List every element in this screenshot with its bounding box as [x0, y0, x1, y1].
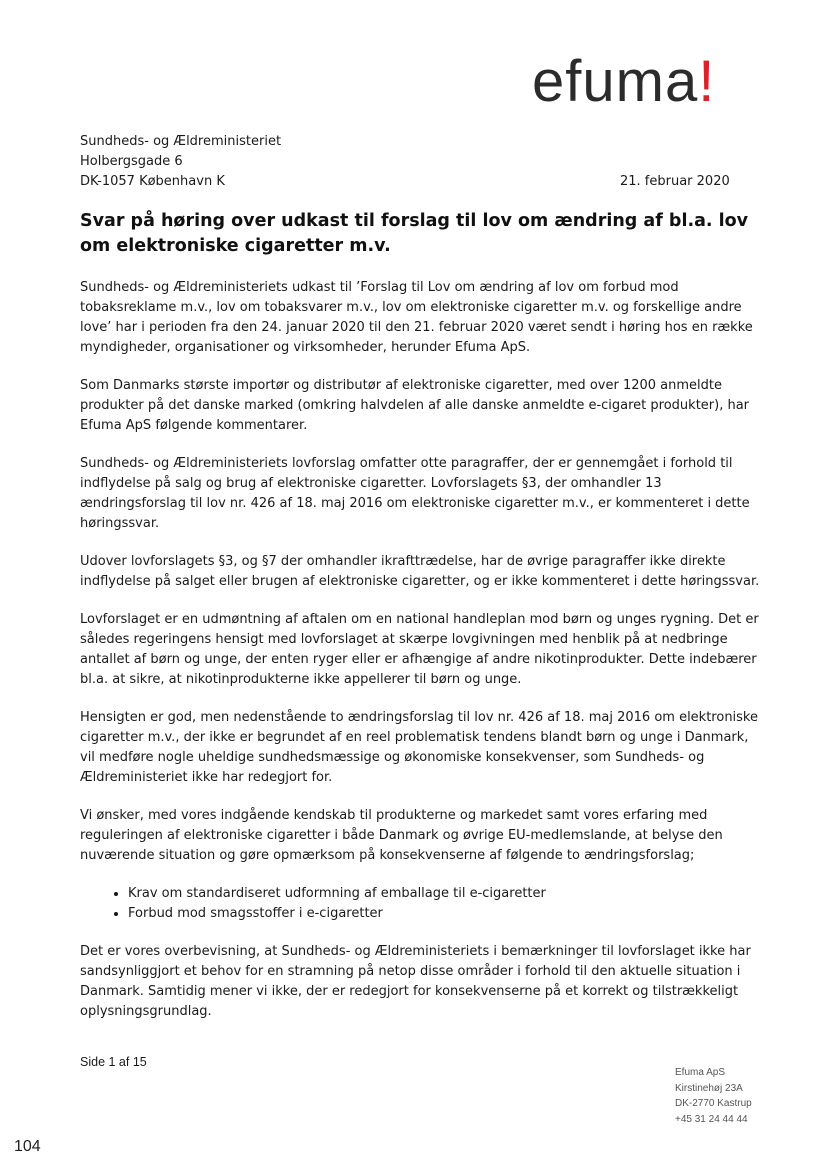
letter-date: 21. februar 2020 — [620, 174, 730, 189]
company-contact — [675, 1065, 752, 1127]
company-city: DK-2770 Kastrup — [675, 1098, 752, 1109]
list-item: • Krav om standardiseret udformning af emballage til e-cigaretter — [128, 884, 760, 904]
paragraph: Som Danmarks største importør og distributør af elektroniske cigaretter, med over 1200 anmeldte produkter på det danske marked (omkring halvdelen af alle danske anmeldte e-cigaret produkter), har Efuma ApS følgende kommentarer. — [80, 378, 750, 433]
company-phone: +45 31 24 44 44 — [675, 1113, 748, 1125]
logo-accent-mark: ! — [698, 49, 716, 114]
document-title: Svar på høring over udkast til forslag til lov om ændring af bl.a. lov om elektroniske cigaretter m.v. — [80, 211, 749, 256]
paragraph: Lovforslaget er en udmøntning af aftalen om en national handleplan mod børn og unges rygning. Det er således regeringens hensigt med lovforslaget at skærpe lovgivningen med henblik på at nedbringe antallet af børn og unge, der enten ryger eller er afhængige af andre nikotinprodukter. Dette indebærer bl.a. at sikre, at nikotinprodukterne ikke appellerer til børn og unge. — [80, 612, 759, 687]
logo-wordmark: efuma — [532, 49, 699, 114]
amendment-list — [80, 884, 760, 924]
sheet-number: 104 — [14, 1138, 41, 1155]
paragraph: Hensigten er god, men nedenstående to ændringsforslag til lov nr. 426 af 18. maj 2016 om elektroniske cigaretter m.v., der ikke er begrundet af en reel problematisk tendens blandt børn og unge i Danmark, vil medføre nogle uheldige sundhedsmæssige og økonomiske konsekvenser, som Sundheds- og Ældreministeriet ikke har redegjort for. — [80, 710, 758, 785]
recipient-line-2: Holbergsgade 6 — [80, 154, 183, 169]
company-street: Kirstinehøj 23A — [675, 1082, 743, 1094]
recipient-line-3: DK-1057 København K — [80, 174, 225, 189]
recipient-address — [80, 132, 281, 192]
list-item: • Forbud mod smagsstoffer i e-cigaretter — [128, 904, 760, 924]
paragraph: Vi ønsker, med vores indgående kendskab til produkterne og markedet samt vores erfaring med reguleringen af elektroniske cigaretter i både Danmark og øvrige EU-medlemslande, at belyse den nuværende situation og gøre opmærksom på konsekvenserne af følgende to ændringsforslag; — [80, 808, 723, 863]
recipient-line-1: Sundheds- og Ældreministeriet — [80, 134, 282, 149]
paragraph: Udover lovforslagets §3, og §7 der omhandler ikrafttrædelse, har de øvrige paragraffer ikke direkte indflydelse på salget eller brugen af elektroniske cigaretter, og er ikke kommenteret i dette høringssvar. — [80, 554, 760, 589]
efuma-logo — [532, 49, 716, 114]
closing-paragraph: Det er vores overbevisning, at Sundheds- og Ældreministeriets i bemærkninger til lovforslaget ikke har sandsynliggjort et behov for en stramning på netop disse områder i forhold til den aktuelle situation i Danmark. Samtidig mener vi ikke, der er redegjort for konsekvenserne på et korrekt og tilstrækkeligt oplysningsgrundlag. — [80, 944, 751, 1019]
page-number: Side 1 af 15 — [80, 1055, 147, 1069]
paragraph: Sundheds- og Ældreministeriets udkast til ’Forslag til Lov om ændring af lov om forbud mod tobaksreklame m.v., lov om tobaksvarer m.v., lov om elektroniske cigaretter m.v. og forskellige andre love’ har i perioden fra den 24. januar 2020 til den 21. februar 2020 været sendt i høring hos en række myndigheder, organisationer og virksomheder, herunder Efuma ApS. — [80, 280, 753, 355]
paragraph: Sundheds- og Ældreministeriets lovforslag omfatter otte paragraffer, der er gennemgået i forhold til indflydelse på salg og brug af elektroniske cigaretter. Lovforslagets §3, der omhandler 13 ændringsforslag til lov nr. 426 af 18. maj 2016 om elektroniske cigaretter m.v., er kommenteret i dette høringssvar. — [80, 456, 750, 531]
company-name: Efuma ApS — [675, 1067, 726, 1078]
letter-body — [80, 278, 760, 1040]
